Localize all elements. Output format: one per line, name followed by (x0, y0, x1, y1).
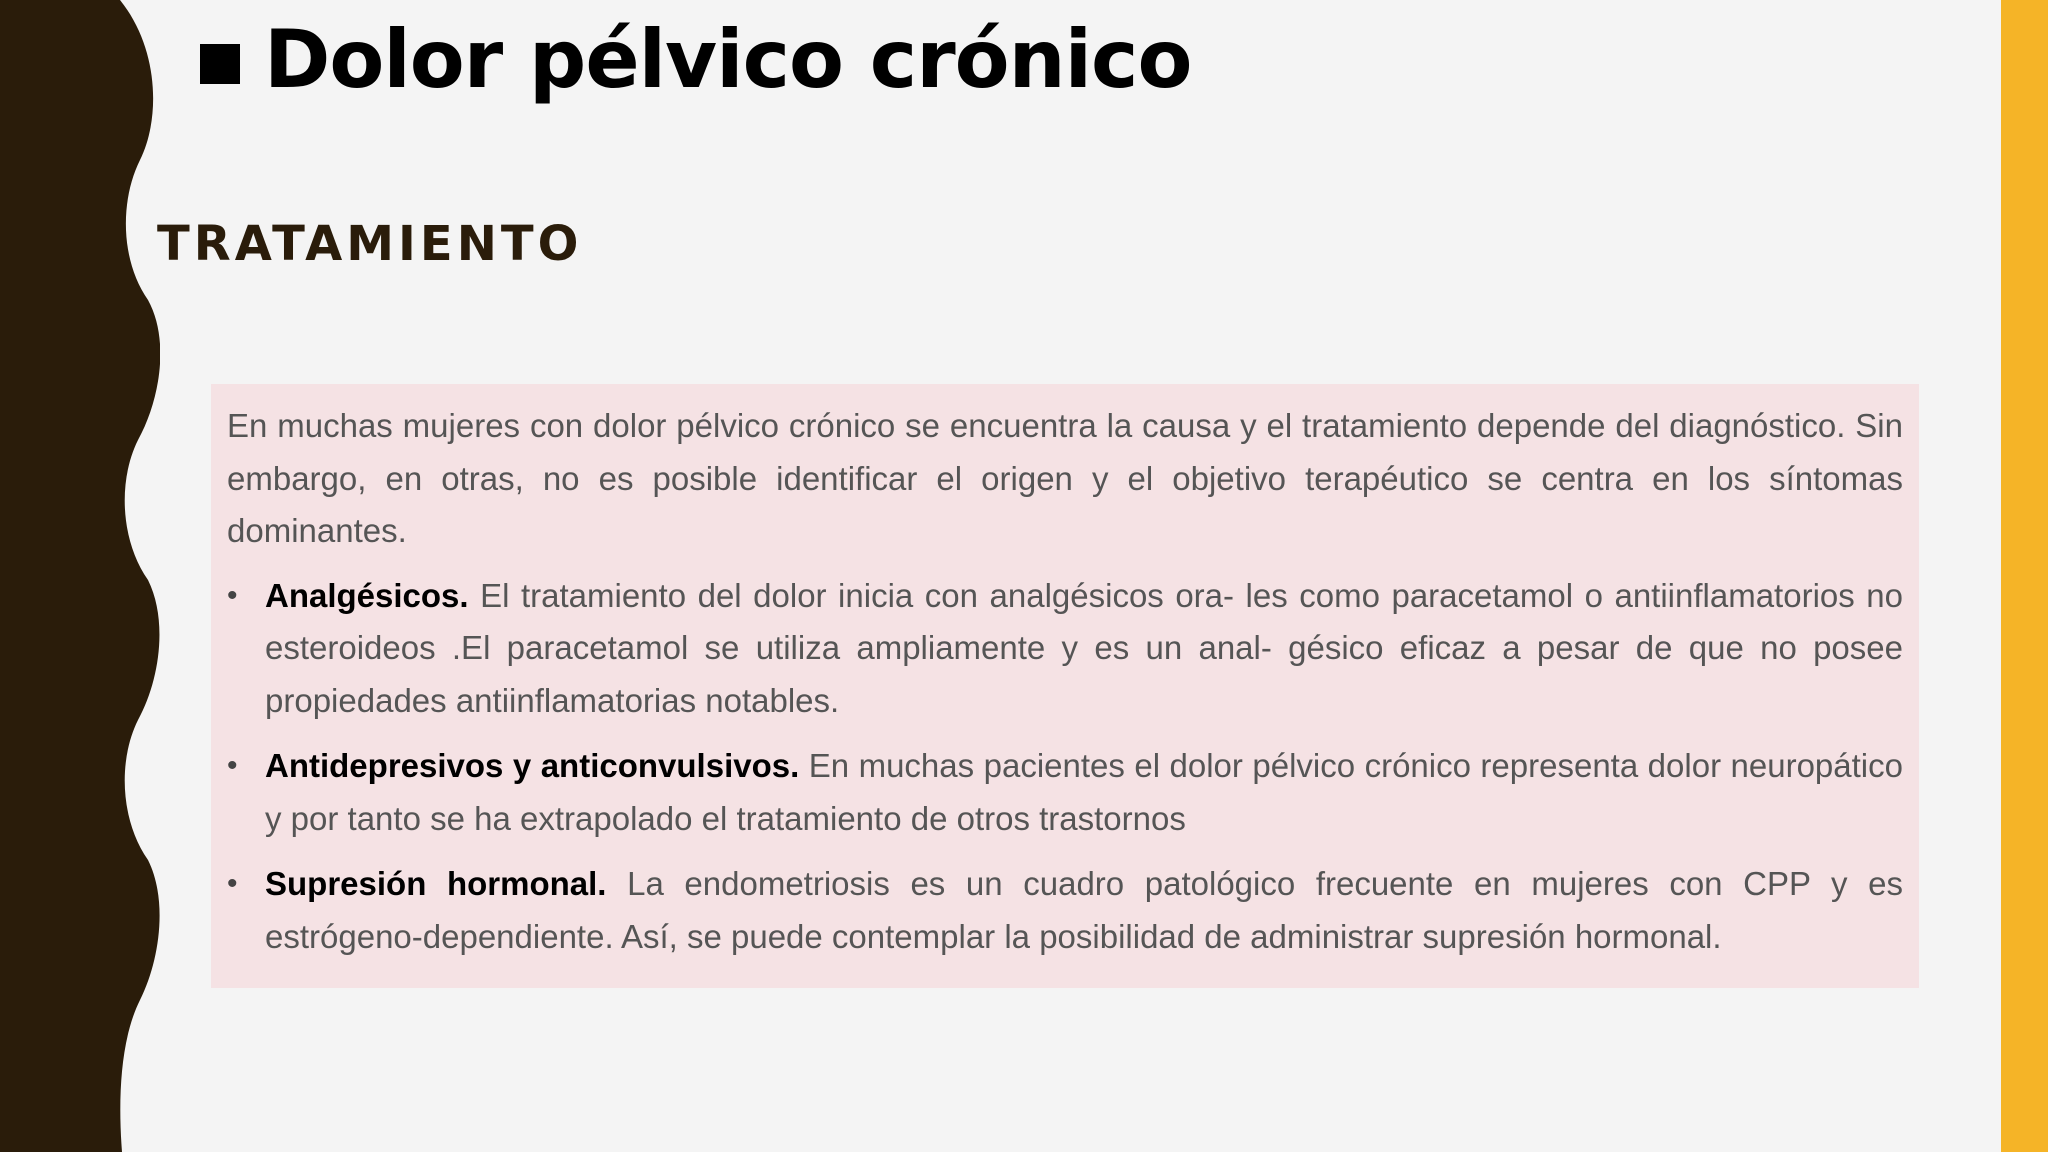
bullet-icon: • (227, 867, 238, 900)
left-wave-decoration (0, 0, 160, 1152)
bullet-text: La endometriosis es un cuadro patológico frecuente en mujeres con CPP y es estrógeno-dependiente. Así, se puede contemplar la posibilidad de administrar supresión hormonal. (265, 865, 1903, 955)
bullet-text: En muchas pacientes el dolor pélvico crónico representa dolor neuropático y por tanto se ha extrapolado el tratamiento de otros trastornos (265, 747, 1903, 837)
bullet-text: El tratamiento del dolor inicia con analgésicos ora- les como paracetamol o antiinflamatorios no esteroideos .El paracetamol se utiliza ampliamente y es un anal- gésico eficaz a pesar de que no posee propiedades antiinflamatorias notables. (265, 576, 1903, 719)
section-subtitle: TRATAMIENTO (157, 216, 583, 272)
bullet-term: Supresión hormonal. (265, 865, 628, 902)
right-accent-bar (2001, 0, 2048, 1152)
list-item (227, 858, 1903, 963)
treatment-list (227, 570, 1903, 964)
content-box (211, 384, 1919, 988)
bullet-term: Analgésicos. (265, 576, 481, 614)
square-bullet-icon (200, 44, 240, 84)
bullet-icon: • (227, 749, 238, 782)
bullet-icon: • (227, 578, 238, 612)
page-title: Dolor pélvico crónico (264, 13, 1192, 106)
intro-paragraph: En muchas mujeres con dolor pélvico crónico se encuentra la causa y el tratamiento depende del diagnóstico. Sin embargo, en otras, no es posible identificar el origen y el objetivo terapéutico se centra en los síntomas dominantes. (227, 407, 1903, 549)
list-item (227, 740, 1903, 845)
bullet-term: Antidepresivos y anticonvulsivos. (265, 747, 809, 784)
title-row (200, 10, 1191, 110)
list-item (227, 570, 1903, 728)
